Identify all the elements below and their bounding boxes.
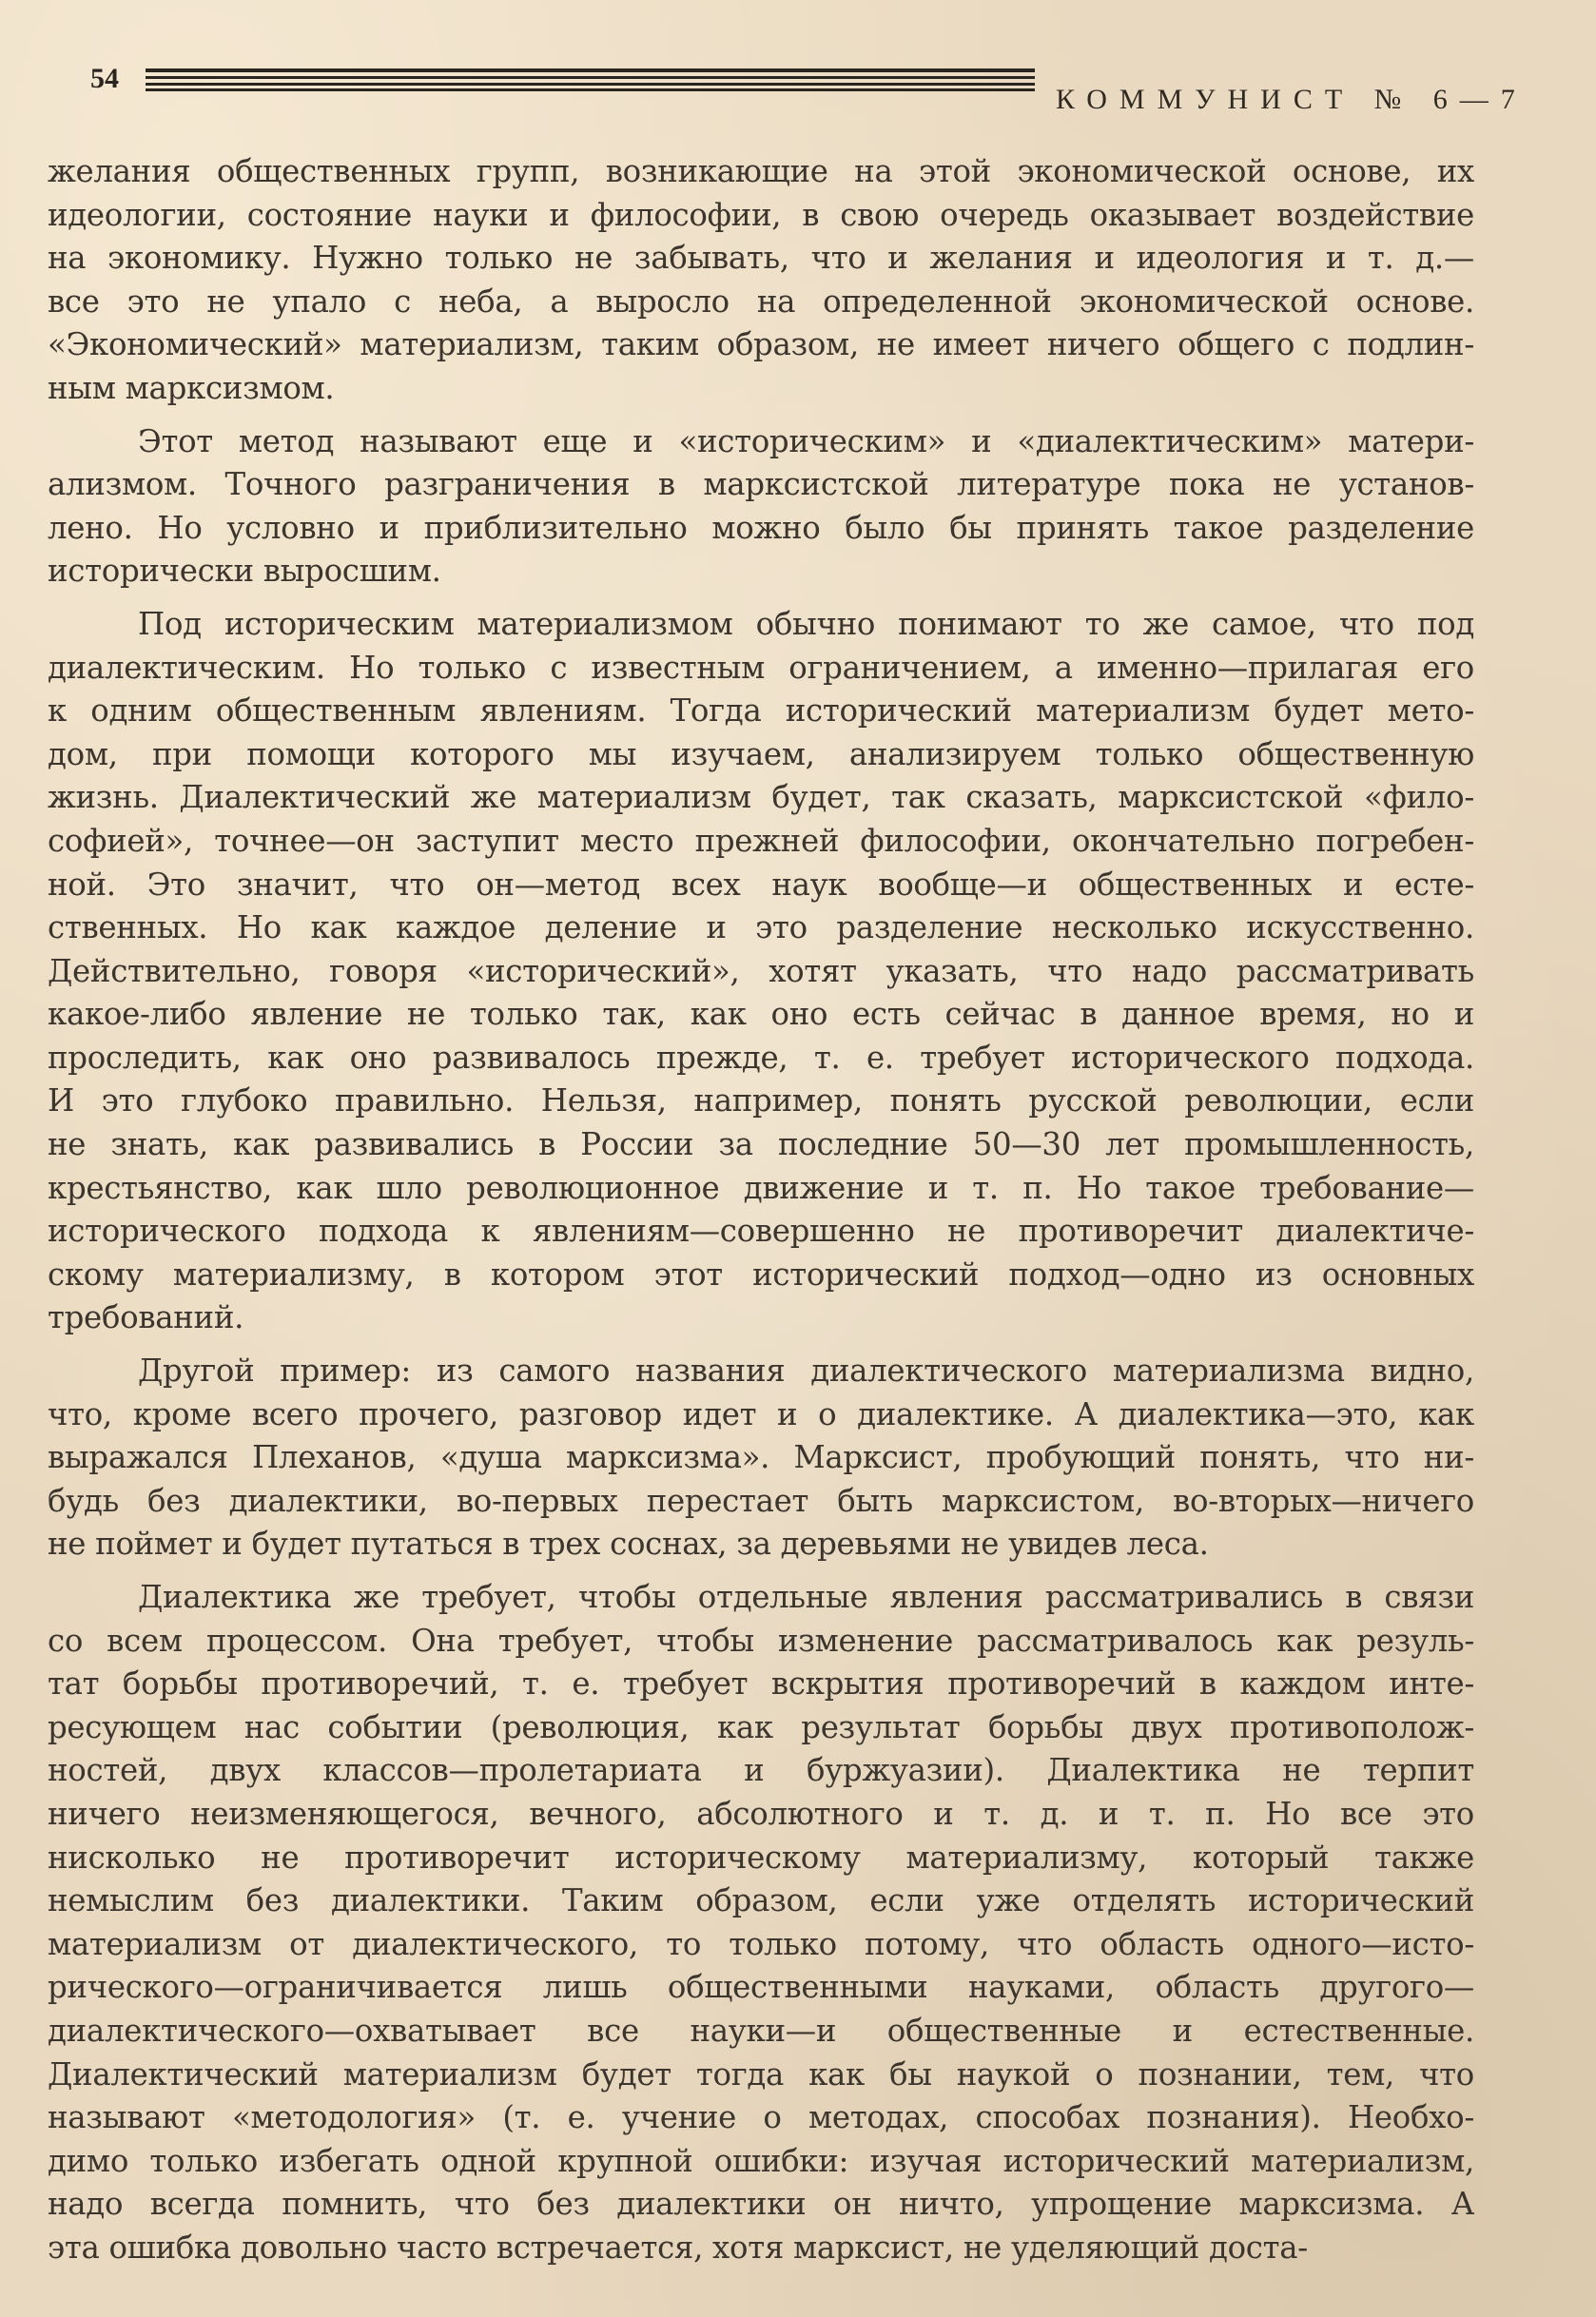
text-line: эта ошибка довольно часто встречается, хотя марксист, не уделяющий доста- <box>48 2229 1308 2266</box>
text-line: не поймет и будет путаться в трех соснах, за деревьями не увидев леса. <box>48 1526 1209 1563</box>
text-line: немыслим без диалектики. Таким образом, если уже отделять исторический <box>48 1882 1474 1919</box>
text-line: ственных. Но как каждое деление и это разделение несколько искусственно. <box>48 909 1474 946</box>
text-line: Этот метод называют еще и «историческим» и «диалектическим» матери- <box>138 422 1474 459</box>
paragraph <box>48 420 1474 594</box>
text-line: желания общественных групп, возникающие на этой экономической основе, их <box>48 153 1474 189</box>
text-line: к одним общественным явлениям. Тогда исторический материализм будет мето- <box>48 692 1474 730</box>
body-text <box>48 150 1474 2280</box>
paragraph <box>48 603 1474 1340</box>
text-line: Под историческим материализмом обычно понимают то же самое, что под <box>138 605 1474 642</box>
text-line: димо только избегать одной крупной ошибки: изучая исторический материализм, <box>48 2142 1474 2179</box>
text-line: на экономику. Нужно только не забывать, что и желания и идеология и т. д.— <box>48 240 1474 277</box>
text-line: Другой пример: из самого названия диалектического материализма видно, <box>138 1353 1474 1390</box>
text-line: выражался Плеханов, «душа марксизма». Марксист, пробующий понять, что ни- <box>48 1439 1474 1476</box>
text-line: называют «методология» (т. е. учение о методах, способах познания). Необхо- <box>48 2099 1474 2136</box>
text-line: И это глубоко правильно. Нельзя, например, понять русской революции, если <box>48 1082 1474 1120</box>
page-header <box>90 55 1528 115</box>
text-line: надо всегда помнить, что без диалектики он ничто, упрощение марксизма. А <box>48 2186 1474 2223</box>
header-rule <box>146 68 1035 93</box>
journal-title: КОММУНИСТ № 6—7 <box>1056 84 1528 115</box>
text-line: софией», точнее—он заступит место прежней философии, окончательно погребен- <box>48 822 1474 859</box>
text-line: лено. Но условно и приблизительно можно было бы принять такое разделение <box>48 509 1474 546</box>
text-line: «Экономический» материализм, таким образом, не имеет ничего общего с подлин- <box>48 326 1474 363</box>
text-line: не знать, как развивались в России за последние 50—30 лет промышленность, <box>48 1126 1474 1163</box>
page-number: 54 <box>90 63 119 94</box>
text-line: ной. Это значит, что он—метод всех наук вообще—и общественных и есте- <box>48 866 1474 903</box>
text-line: нисколько не противоречит историческому материализму, который также <box>48 1839 1474 1876</box>
paragraph <box>48 1350 1474 1567</box>
text-line: рического—ограничивается лишь общественными науками, область другого— <box>48 1969 1474 2006</box>
text-line: ресующем нас событии (революция, как результат борьбы двух противополож- <box>48 1708 1474 1745</box>
text-line: все это не упало с неба, а выросло на определенной экономической основе. <box>48 282 1474 320</box>
text-line: исторически выросшим. <box>48 553 441 590</box>
paragraph <box>48 1576 1474 2270</box>
text-line: диалектического—охватывает все науки—и общественные и естественные. <box>48 2012 1474 2049</box>
text-line: диалектическим. Но только с известным ограничением, а именно—прилагая его <box>48 649 1474 686</box>
text-line: ализмом. Точного разграничения в марксистской литературе пока не установ- <box>48 466 1474 503</box>
text-line: со всем процессом. Она требует, чтобы изменение рассматривалось как резуль- <box>48 1622 1474 1659</box>
text-line: крестьянство, как шло революционное движение и т. п. Но такое требование— <box>48 1169 1474 1206</box>
text-line: идеологии, состояние науки и философии, в свою очередь оказывает воздействие <box>48 196 1474 233</box>
text-line: ным марксизмом. <box>48 369 335 406</box>
text-line: проследить, как оно развивалось прежде, т. е. требует исторического подхода. <box>48 1039 1474 1076</box>
text-line: ничего неизменяющегося, вечного, абсолютного и т. д. и т. п. Но все это <box>48 1795 1474 1832</box>
text-line: ностей, двух классов—пролетариата и буржуазии). Диалектика не терпит <box>48 1752 1474 1789</box>
text-line: тат борьбы противоречий, т. е. требует вскрытия противоречий в каждом инте- <box>48 1665 1474 1703</box>
text-line: какое-либо явление не только так, как оно есть сейчас в данное время, но и <box>48 996 1474 1033</box>
text-line: материализм от диалектического, то только потому, что область одного—исто- <box>48 1925 1474 1962</box>
text-line: что, кроме всего прочего, разговор идет и о диалектике. А диалектика—это, как <box>48 1395 1474 1432</box>
text-line: требований. <box>48 1299 244 1336</box>
text-line: будь без диалектики, во-первых перестает быть марксистом, во-вторых—ничего <box>48 1482 1474 1519</box>
paragraph <box>48 150 1474 411</box>
text-line: Диалектика же требует, чтобы отдельные явления рассматривались в связи <box>138 1579 1474 1615</box>
text-line: Действительно, говоря «исторический», хотят указать, что надо рассматривать <box>48 952 1474 989</box>
text-line: скому материализму, в котором этот исторический подход—одно из основных <box>48 1256 1474 1293</box>
text-line: дом, при помощи которого мы изучаем, анализируем только общественную <box>48 735 1474 772</box>
text-line: жизнь. Диалектический же материализм будет, так сказать, марксистской «фило- <box>48 779 1474 816</box>
text-line: исторического подхода к явлениям—совершенно не противоречит диалектиче- <box>48 1213 1474 1250</box>
text-line: Диалектический материализм будет тогда как бы наукой о познании, тем, что <box>48 2055 1474 2093</box>
